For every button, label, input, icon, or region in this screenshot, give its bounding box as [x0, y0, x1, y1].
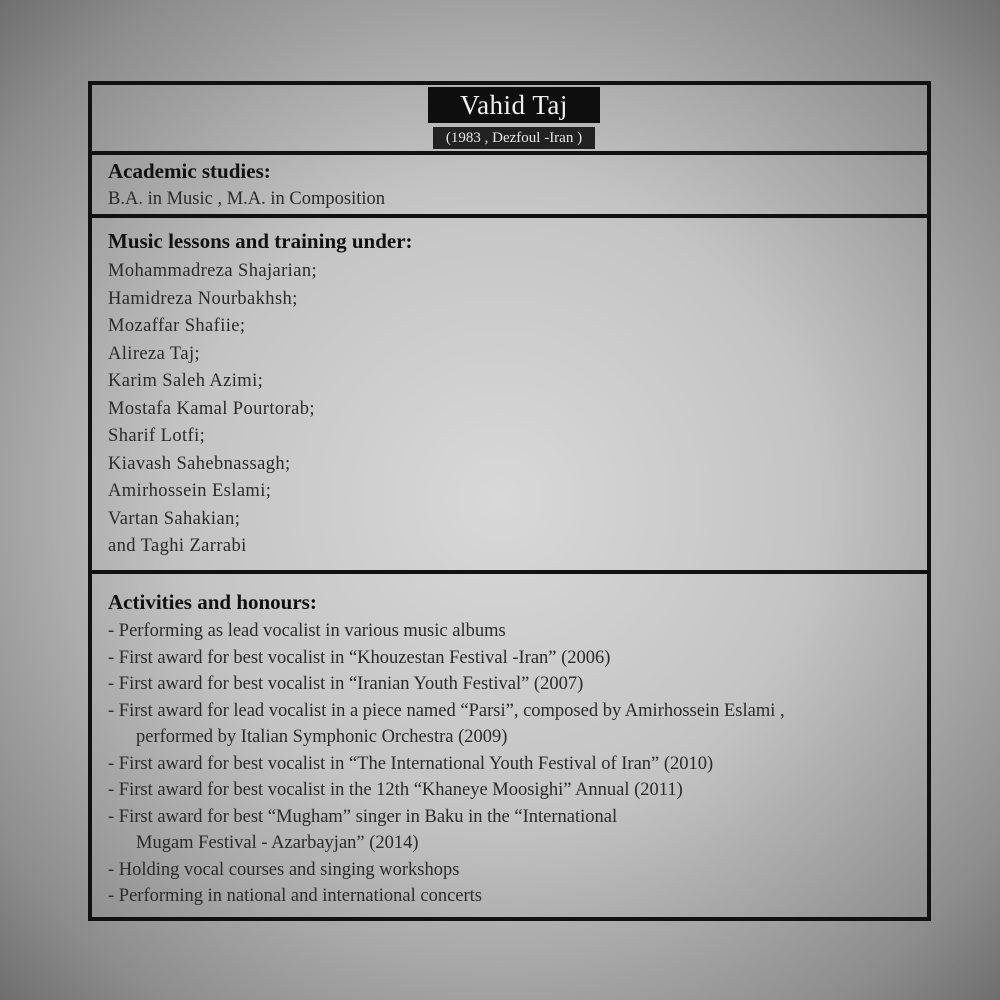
list-item: Mohammadreza Shajarian;: [108, 261, 318, 281]
academic-text: B.A. in Music , M.A. in Composition: [108, 189, 386, 209]
bio-card: [88, 81, 931, 921]
list-item: - Performing in national and international concerts: [108, 886, 482, 906]
list-item: - First award for best “Mugham” singer in Baku in the “International: [108, 806, 618, 827]
list-item-continuation: Mugam Festival - Azarbayjan” (2014): [136, 833, 419, 853]
list-item: - Holding vocal courses and singing workshops: [108, 859, 460, 880]
list-item: - First award for best vocalist in “The International Youth Festival of Iran” (2010): [108, 753, 714, 774]
list-item: - First award for best vocalist in the 12th “Khaneye Moosighi” Annual (2011): [108, 780, 683, 800]
list-item: Amirhossein Eslami;: [108, 481, 272, 501]
list-item: Mozaffar Shafiie;: [108, 316, 246, 336]
header-section: [92, 85, 927, 153]
list-item: Mostafa Kamal Pourtorab;: [108, 398, 315, 419]
lessons-section: [92, 218, 927, 570]
list-item: Karim Saleh Azimi;: [108, 371, 264, 391]
artist-name: Vahid Taj: [428, 87, 600, 123]
list-item: - First award for best vocalist in “Khouzestan Festival -Iran” (2006): [108, 647, 611, 668]
activities-section: [92, 574, 927, 917]
list-item: Hamidreza Nourbakhsh;: [108, 288, 298, 309]
list-item: - Performing as lead vocalist in various music albums: [108, 621, 506, 641]
teachers-list: [108, 258, 317, 561]
list-item-continuation: performed by Italian Symphonic Orchestra (2009): [136, 727, 508, 747]
list-item: - First award for lead vocalist in a piece named “Parsi”, composed by Amirhossein Eslami ,: [108, 700, 785, 721]
list-item: Alireza Taj;: [108, 343, 201, 364]
list-item: Vartan Sahakian;: [108, 508, 241, 529]
activities-list: [108, 618, 785, 910]
birth-info: (1983 , Dezfoul -Iran ): [433, 127, 595, 149]
academic-heading: Academic studies:: [108, 159, 271, 183]
list-item: Sharif Lotfi;: [108, 426, 206, 446]
academic-section: [92, 155, 927, 214]
list-item: and Taghi Zarrabi: [108, 536, 247, 556]
list-item: - First award for best vocalist in “Iranian Youth Festival” (2007): [108, 674, 584, 694]
activities-heading: Activities and honours:: [108, 590, 317, 614]
list-item: Kiavash Sahebnassagh;: [108, 453, 291, 474]
lessons-heading: Music lessons and training under:: [108, 229, 413, 253]
